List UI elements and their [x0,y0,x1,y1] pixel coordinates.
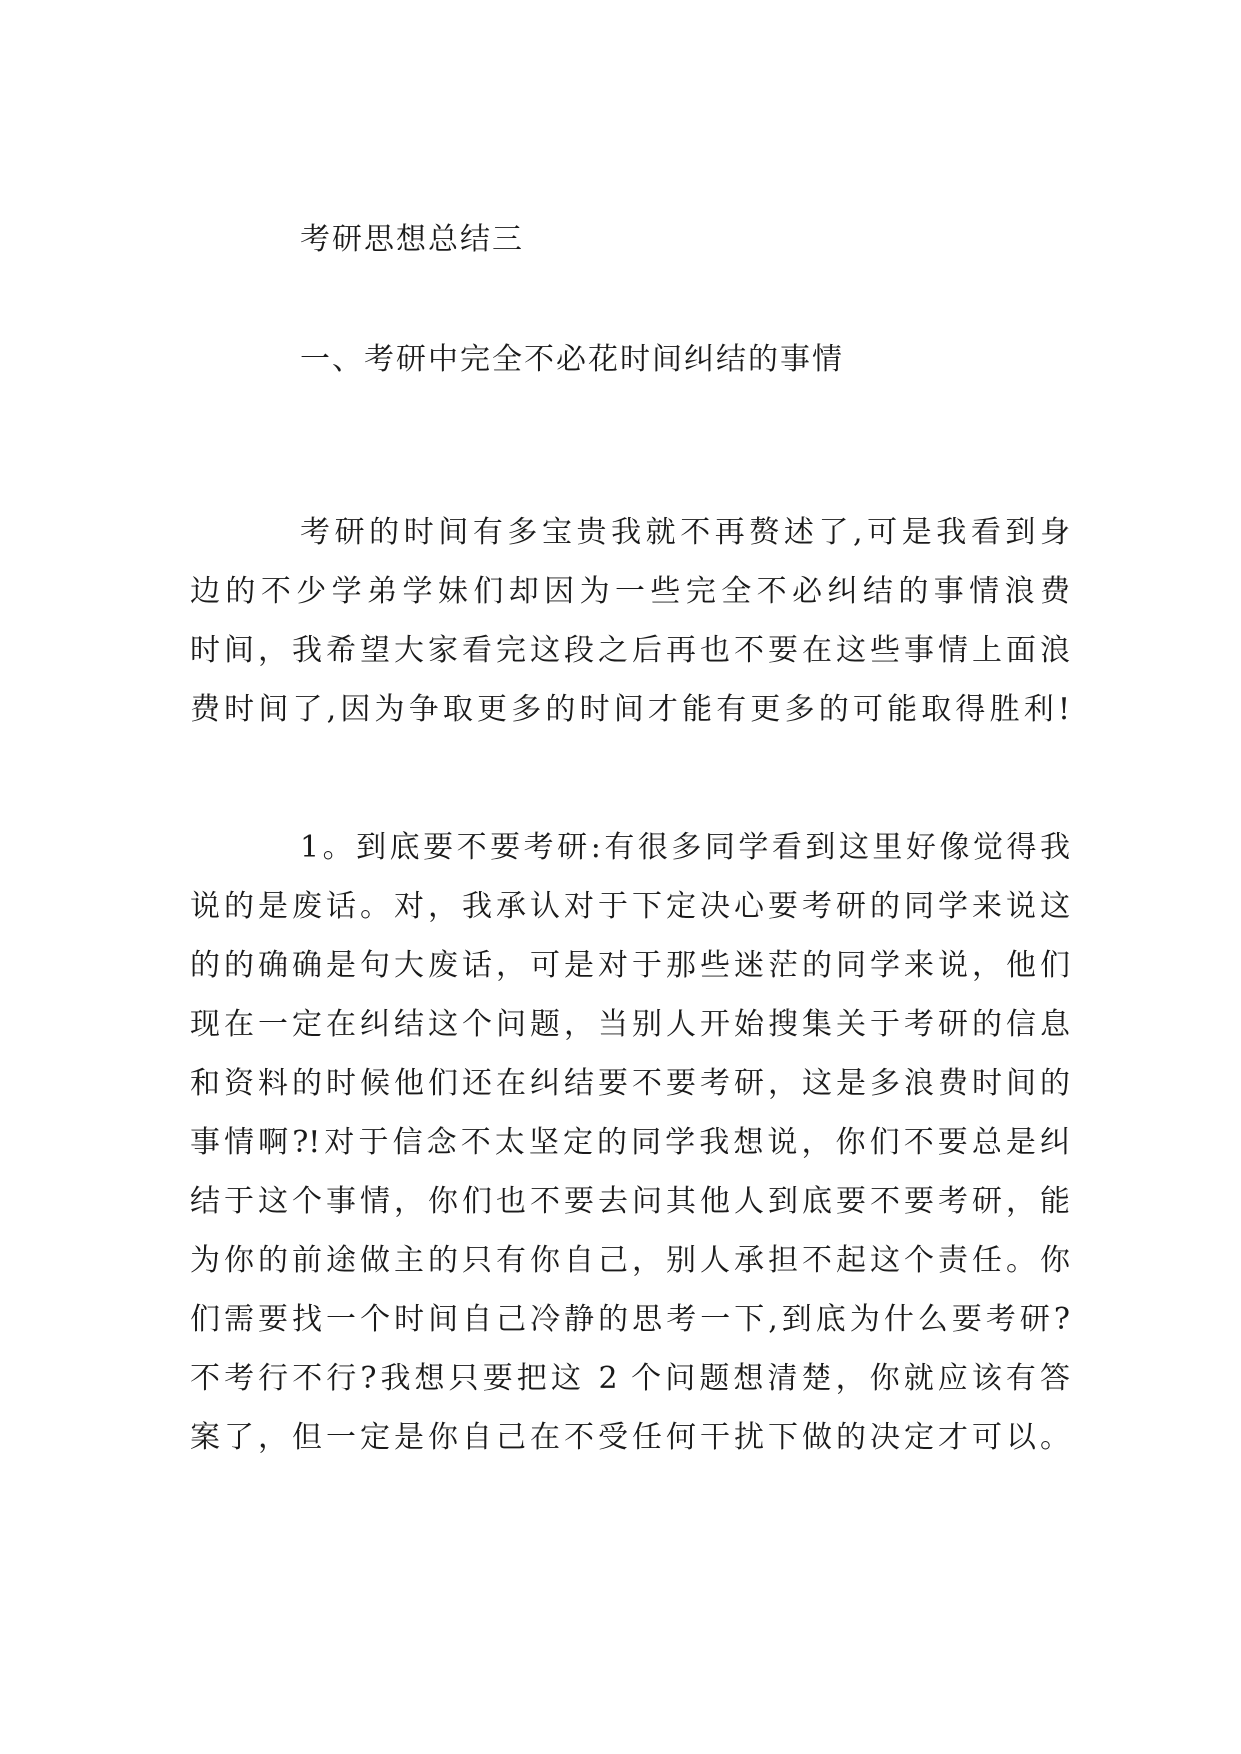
section-heading: 一、考研中完全不必花时间纠结的事情 [300,342,844,377]
paragraph-line: 结于这个事情，你们也不要去问其他人到底要不要考研，能 [190,1184,1070,1219]
paragraph-line: 不考行不行?我想只要把这 2 个问题想清楚，你就应该有答 [190,1361,1070,1396]
paragraph-line: 和资料的时候他们还在纠结要不要考研，这是多浪费时间的 [190,1066,1070,1101]
paragraph-line: 边的不少学弟学妹们却因为一些完全不必纠结的事情浪费 [190,574,1070,609]
paragraph-line: 考研的时间有多宝贵我就不再赘述了,可是我看到身 [300,515,1070,550]
paragraph-line: 们需要找一个时间自己冷静的思考一下,到底为什么要考研? [190,1302,1070,1337]
paragraph-line: 时间，我希望大家看完这段之后再也不要在这些事情上面浪 [190,633,1070,668]
paragraph-point-1 [190,818,1070,1467]
paragraph-intro [190,503,1070,739]
paragraph-line: 事情啊?!对于信念不太坚定的同学我想说，你们不要总是纠 [190,1125,1070,1160]
paragraph-line: 1。到底要不要考研:有很多同学看到这里好像觉得我 [300,830,1070,865]
paragraph-line: 现在一定在纠结这个问题，当别人开始搜集关于考研的信息 [190,1007,1070,1042]
paragraph-line: 为你的前途做主的只有你自己，别人承担不起这个责任。你 [190,1243,1070,1278]
document-title: 考研思想总结三 [300,222,524,257]
paragraph-line: 费时间了,因为争取更多的时间才能有更多的可能取得胜利! [190,692,1070,727]
paragraph-line: 案了，但一定是你自己在不受任何干扰下做的决定才可以。 [190,1420,1070,1455]
paragraph-line: 的的确确是句大废话，可是对于那些迷茫的同学来说，他们 [190,948,1070,983]
paragraph-line: 说的是废话。对，我承认对于下定决心要考研的同学来说这 [190,889,1070,924]
